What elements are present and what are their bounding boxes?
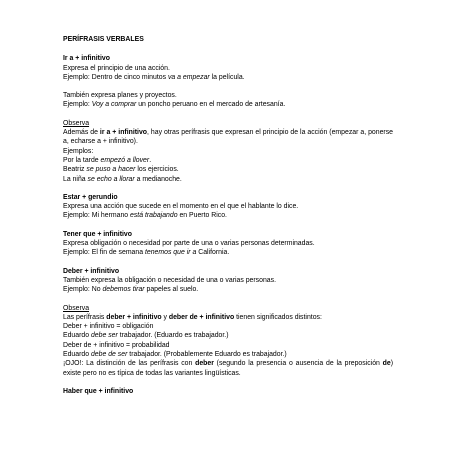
text: los ejercicios. — [135, 166, 179, 174]
paragraph — [63, 128, 393, 147]
section-deber — [63, 267, 393, 295]
italic-text: va a empezar — [167, 73, 210, 81]
text-line: Expresa una acción que sucede en el momento en el que el hablante lo dice. — [63, 203, 299, 211]
text: trabajador. (Probablemente Eduardo es trabajador.) — [127, 351, 287, 359]
section-estar-gerundio — [63, 193, 393, 221]
text-line: Deber + infinitivo = obligación — [63, 323, 154, 331]
text: Por la tarde — [63, 156, 101, 164]
text: Ejemplo: Dentro de cinco minutos — [63, 73, 168, 81]
text: a medianoche. — [134, 175, 182, 183]
observa-label: Observa — [63, 119, 90, 127]
section-ir-a — [63, 54, 393, 109]
text-line: También expresa planes y proyectos. — [63, 92, 177, 100]
bold-text: deber de + infinitivo — [168, 313, 235, 321]
example-line — [63, 350, 393, 359]
italic-text: tenemos que ir a — [144, 249, 197, 257]
text: la película. — [209, 73, 245, 81]
text: papeles al suelo. — [144, 286, 199, 294]
italic-text: se echo a llorar — [87, 175, 135, 183]
bold-text: ir a + infinitivo — [99, 129, 148, 137]
italic-text: empezó a llover — [100, 156, 150, 164]
document-content — [63, 35, 393, 405]
italic-text: Voy a comprar — [91, 101, 137, 109]
italic-text: debemos tirar — [102, 286, 145, 294]
text: Eduardo — [63, 332, 91, 340]
text-line: También expresa la obligación o necesidad de una o varias personas. — [63, 276, 276, 284]
text: . — [149, 156, 152, 164]
text: trabajador. (Eduardo es trabajador.) — [117, 332, 229, 340]
text: Beatriz — [63, 166, 87, 174]
text-line: Expresa obligación o necesidad por parte de una o varias personas determinadas. — [63, 240, 315, 248]
italic-text: se puso a hacer — [86, 166, 136, 174]
text: Las perífrasis — [63, 313, 107, 321]
text: tienen significados distintos: — [234, 313, 322, 321]
example-line — [63, 285, 393, 294]
bold-text: de — [382, 360, 391, 368]
example-line — [63, 211, 393, 220]
bold-text: deber — [195, 360, 214, 368]
example-line — [63, 165, 393, 174]
example-line — [63, 73, 393, 82]
text-line: Deber de + infinitivo = probabilidad — [63, 341, 170, 349]
section-tener-que — [63, 230, 393, 258]
text: La niña — [63, 175, 88, 183]
section-heading: Deber + infinitivo — [63, 267, 120, 275]
italic-text: debe de ser — [90, 351, 128, 359]
section-heading: Tener que + infinitivo — [63, 230, 132, 238]
observa-label: Observa — [63, 304, 90, 312]
text: Ejemplo: No — [63, 286, 103, 294]
text: Eduardo — [63, 351, 91, 359]
text: y — [161, 313, 169, 321]
example-line — [63, 248, 393, 257]
example-line — [63, 331, 393, 340]
observa-block-2 — [63, 304, 393, 378]
example-line — [63, 156, 393, 165]
text: ) existe pero no es típica de todas las variantes lingüísticas. — [63, 360, 393, 377]
text: , hay otras perífrasis que expresan el principio de la acción (empezar a, ponerse a, echarse a + infinitivo). — [63, 129, 393, 146]
section-heading: Ir a + infinitivo — [63, 55, 110, 63]
paragraph — [63, 313, 393, 322]
text: en Puerto Rico. — [177, 212, 227, 220]
page-title: PERÍFRASIS VERBALES — [63, 36, 144, 43]
text: Además de — [63, 129, 100, 137]
note-paragraph — [63, 359, 393, 378]
italic-text: debe ser — [90, 332, 118, 340]
section-heading: Estar + gerundio — [63, 193, 118, 201]
observa-block-1 — [63, 119, 393, 184]
bold-text: deber + infinitivo — [106, 313, 162, 321]
example-line — [63, 100, 393, 109]
italic-text: está trabajando — [130, 212, 178, 220]
text: California. — [196, 249, 230, 257]
text: Ejemplo: — [63, 101, 92, 109]
section-haber-que — [63, 387, 393, 396]
text: (segundo la presencia o ausencia de la preposición — [213, 360, 383, 368]
text: Ejemplo: El fin de semana — [63, 249, 145, 257]
section-heading: Haber que + infinitivo — [63, 387, 134, 395]
text: un poncho peruano en el mercado de artesanía. — [136, 101, 286, 109]
example-line — [63, 175, 393, 184]
text: Ejemplo: Mi hermano — [63, 212, 131, 220]
text: ¡OJO!: La distinción de las perífrasis con — [63, 360, 196, 368]
text-line: Expresa el principio de una acción. — [63, 64, 170, 72]
text-line: Ejemplos: — [63, 147, 94, 155]
